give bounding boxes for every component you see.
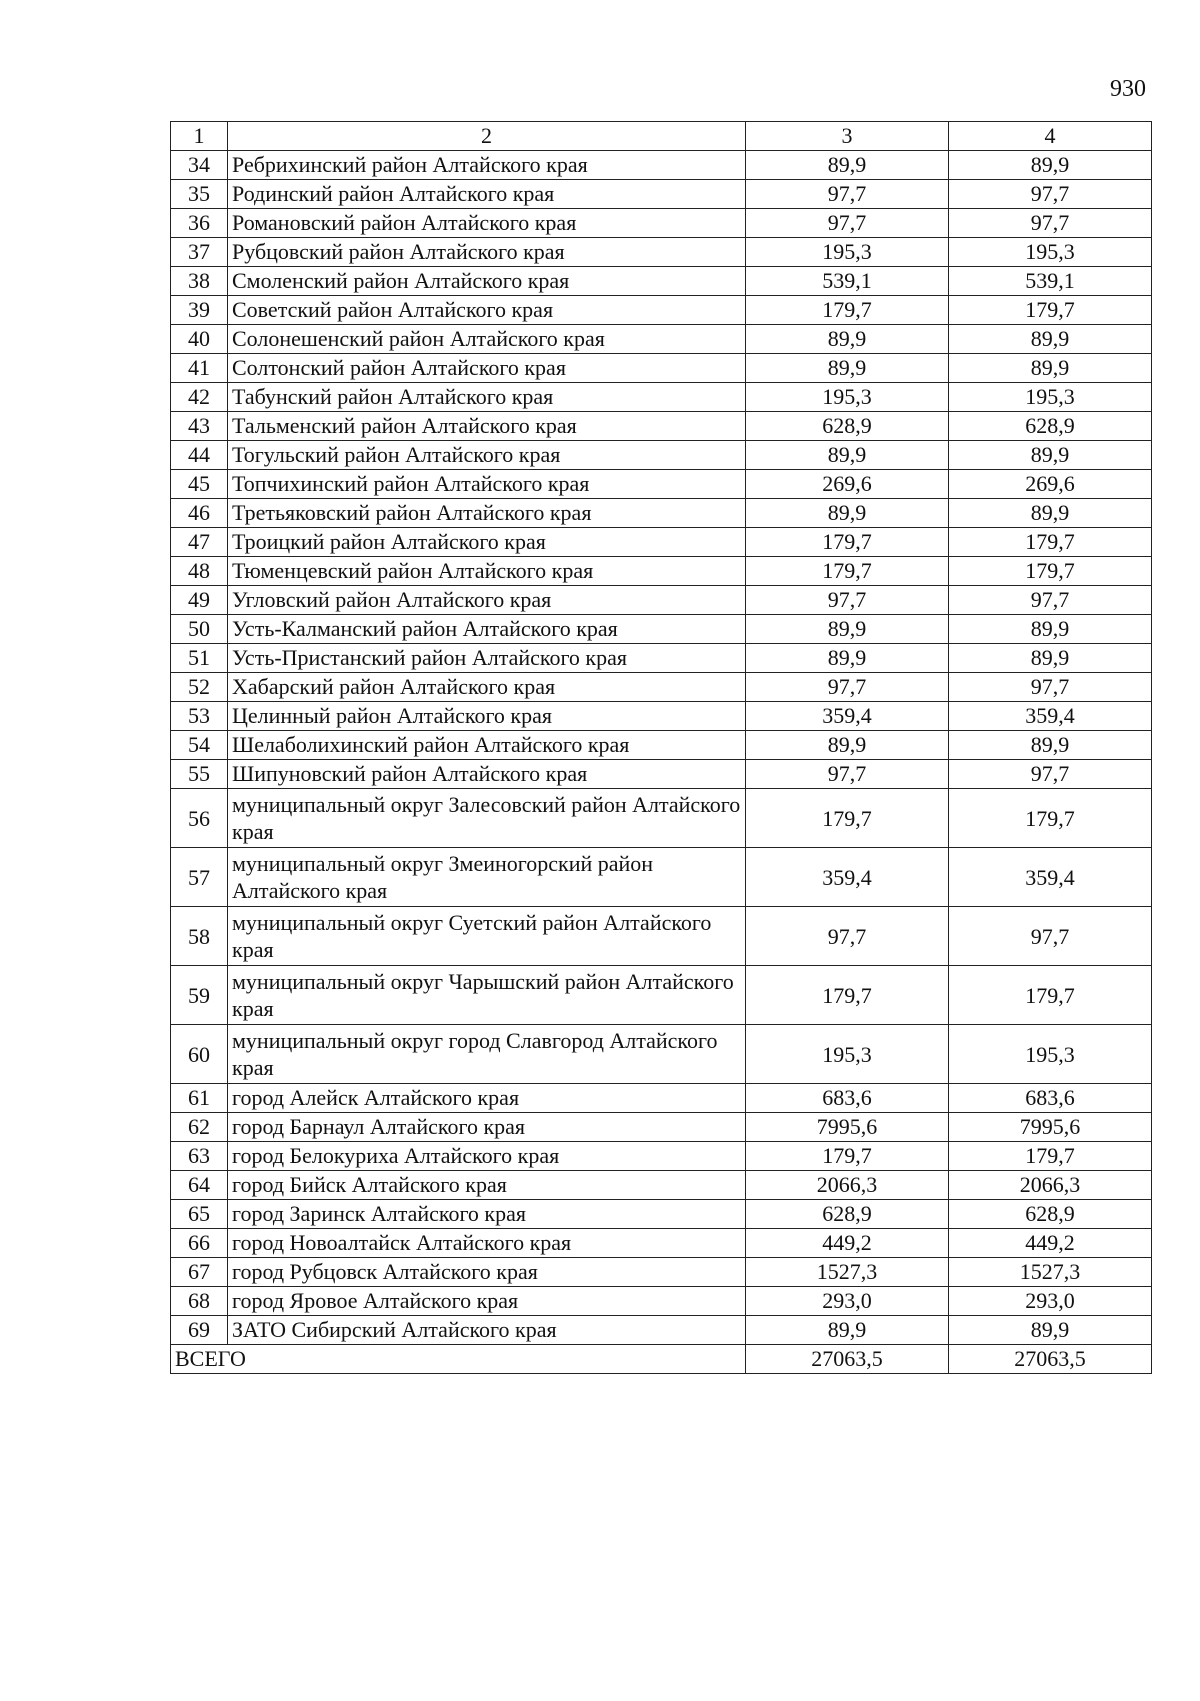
table-row: [171, 412, 1152, 441]
row-number-cell: 69: [171, 1316, 228, 1345]
value-col3-cell: 97,7: [746, 209, 949, 238]
municipality-name-cell: Тальменский район Алтайского края: [228, 412, 746, 441]
municipality-name-cell: Романовский район Алтайского края: [228, 209, 746, 238]
value-col4-cell: 89,9: [949, 441, 1152, 470]
table-row: [171, 848, 1152, 907]
total-col4-cell: 27063,5: [949, 1345, 1152, 1374]
row-number-cell: 53: [171, 702, 228, 731]
municipality-name-cell: муниципальный округ Суетский район Алтайского края: [228, 907, 746, 966]
municipality-name-cell: Троицкий район Алтайского края: [228, 528, 746, 557]
value-col3-cell: 628,9: [746, 1200, 949, 1229]
value-col3-cell: 89,9: [746, 151, 949, 180]
value-col4-cell: 179,7: [949, 789, 1152, 848]
municipality-name-cell: город Яровое Алтайского края: [228, 1287, 746, 1316]
table-row: [171, 325, 1152, 354]
header-cell-3: 3: [746, 122, 949, 151]
row-number-cell: 46: [171, 499, 228, 528]
value-col3-cell: 269,6: [746, 470, 949, 499]
table-row: [171, 966, 1152, 1025]
value-col3-cell: 97,7: [746, 673, 949, 702]
value-col4-cell: 179,7: [949, 296, 1152, 325]
value-col4-cell: 628,9: [949, 1200, 1152, 1229]
row-number-cell: 62: [171, 1113, 228, 1142]
table-body: [171, 122, 1152, 1374]
table-row: [171, 673, 1152, 702]
header-cell-1: 1: [171, 122, 228, 151]
table-row: [171, 354, 1152, 383]
row-number-cell: 44: [171, 441, 228, 470]
value-col4-cell: 539,1: [949, 267, 1152, 296]
row-number-cell: 55: [171, 760, 228, 789]
value-col4-cell: 359,4: [949, 848, 1152, 907]
row-number-cell: 52: [171, 673, 228, 702]
total-row: [171, 1345, 1152, 1374]
value-col4-cell: 269,6: [949, 470, 1152, 499]
row-number-cell: 56: [171, 789, 228, 848]
table-row: [171, 586, 1152, 615]
value-col4-cell: 179,7: [949, 528, 1152, 557]
header-cell-2: 2: [228, 122, 746, 151]
municipality-name-cell: город Заринск Алтайского края: [228, 1200, 746, 1229]
value-col4-cell: 683,6: [949, 1084, 1152, 1113]
total-col3-cell: 27063,5: [746, 1345, 949, 1374]
value-col3-cell: 539,1: [746, 267, 949, 296]
table-header-row: [171, 122, 1152, 151]
row-number-cell: 40: [171, 325, 228, 354]
table-row: [171, 702, 1152, 731]
table-row: [171, 209, 1152, 238]
municipality-name-cell: город Белокуриха Алтайского края: [228, 1142, 746, 1171]
municipality-name-cell: муниципальный округ Змеиногорский район Алтайского края: [228, 848, 746, 907]
table-row: [171, 180, 1152, 209]
table-row: [171, 151, 1152, 180]
table-row: [171, 907, 1152, 966]
municipality-name-cell: Хабарский район Алтайского края: [228, 673, 746, 702]
row-number-cell: 37: [171, 238, 228, 267]
table-row: [171, 615, 1152, 644]
value-col3-cell: 7995,6: [746, 1113, 949, 1142]
municipality-name-cell: Тогульский район Алтайского края: [228, 441, 746, 470]
municipality-name-cell: Шелаболихинский район Алтайского края: [228, 731, 746, 760]
municipality-name-cell: муниципальный округ Чарышский район Алтайского края: [228, 966, 746, 1025]
value-col3-cell: 97,7: [746, 907, 949, 966]
value-col4-cell: 89,9: [949, 644, 1152, 673]
municipality-name-cell: муниципальный округ город Славгород Алтайского края: [228, 1025, 746, 1084]
table-row: [171, 528, 1152, 557]
municipality-name-cell: Усть-Пристанский район Алтайского края: [228, 644, 746, 673]
row-number-cell: 35: [171, 180, 228, 209]
row-number-cell: 64: [171, 1171, 228, 1200]
table-row: [171, 470, 1152, 499]
municipality-name-cell: город Алейск Алтайского края: [228, 1084, 746, 1113]
value-col3-cell: 195,3: [746, 1025, 949, 1084]
value-col3-cell: 359,4: [746, 848, 949, 907]
value-col3-cell: 449,2: [746, 1229, 949, 1258]
table-row: [171, 441, 1152, 470]
value-col4-cell: 89,9: [949, 325, 1152, 354]
row-number-cell: 50: [171, 615, 228, 644]
value-col3-cell: 89,9: [746, 1316, 949, 1345]
row-number-cell: 63: [171, 1142, 228, 1171]
value-col3-cell: 179,7: [746, 528, 949, 557]
value-col4-cell: 628,9: [949, 412, 1152, 441]
table-row: [171, 1258, 1152, 1287]
table-row: [171, 644, 1152, 673]
row-number-cell: 43: [171, 412, 228, 441]
value-col4-cell: 7995,6: [949, 1113, 1152, 1142]
value-col4-cell: 89,9: [949, 499, 1152, 528]
value-col4-cell: 97,7: [949, 760, 1152, 789]
municipality-name-cell: Солтонский район Алтайского края: [228, 354, 746, 383]
row-number-cell: 47: [171, 528, 228, 557]
value-col3-cell: 179,7: [746, 966, 949, 1025]
table-row: [171, 731, 1152, 760]
table-row: [171, 557, 1152, 586]
row-number-cell: 68: [171, 1287, 228, 1316]
value-col4-cell: 195,3: [949, 383, 1152, 412]
value-col3-cell: 179,7: [746, 296, 949, 325]
row-number-cell: 45: [171, 470, 228, 499]
municipality-name-cell: город Барнаул Алтайского края: [228, 1113, 746, 1142]
table-row: [171, 1113, 1152, 1142]
table-row: [171, 267, 1152, 296]
value-col3-cell: 1527,3: [746, 1258, 949, 1287]
value-col4-cell: 1527,3: [949, 1258, 1152, 1287]
municipality-name-cell: город Бийск Алтайского края: [228, 1171, 746, 1200]
value-col3-cell: 89,9: [746, 731, 949, 760]
row-number-cell: 39: [171, 296, 228, 325]
value-col3-cell: 2066,3: [746, 1171, 949, 1200]
table-row: [171, 1316, 1152, 1345]
municipality-name-cell: Усть-Калманский район Алтайского края: [228, 615, 746, 644]
value-col3-cell: 683,6: [746, 1084, 949, 1113]
row-number-cell: 57: [171, 848, 228, 907]
value-col4-cell: 195,3: [949, 1025, 1152, 1084]
value-col3-cell: 97,7: [746, 180, 949, 209]
municipality-name-cell: Советский район Алтайского края: [228, 296, 746, 325]
value-col3-cell: 89,9: [746, 354, 949, 383]
row-number-cell: 36: [171, 209, 228, 238]
value-col3-cell: 89,9: [746, 644, 949, 673]
value-col3-cell: 97,7: [746, 586, 949, 615]
table-row: [171, 1171, 1152, 1200]
value-col4-cell: 179,7: [949, 966, 1152, 1025]
municipality-name-cell: муниципальный округ Залесовский район Алтайского края: [228, 789, 746, 848]
table-row: [171, 1287, 1152, 1316]
row-number-cell: 48: [171, 557, 228, 586]
municipality-name-cell: Рубцовский район Алтайского края: [228, 238, 746, 267]
row-number-cell: 34: [171, 151, 228, 180]
value-col3-cell: 179,7: [746, 1142, 949, 1171]
value-col3-cell: 89,9: [746, 615, 949, 644]
value-col4-cell: 97,7: [949, 673, 1152, 702]
row-number-cell: 66: [171, 1229, 228, 1258]
value-col3-cell: 179,7: [746, 557, 949, 586]
municipality-name-cell: Целинный район Алтайского края: [228, 702, 746, 731]
municipality-name-cell: Третьяковский район Алтайского края: [228, 499, 746, 528]
value-col3-cell: 628,9: [746, 412, 949, 441]
value-col4-cell: 293,0: [949, 1287, 1152, 1316]
value-col4-cell: 179,7: [949, 1142, 1152, 1171]
allocation-table: [170, 121, 1152, 1374]
value-col3-cell: 179,7: [746, 789, 949, 848]
municipality-name-cell: Топчихинский район Алтайского края: [228, 470, 746, 499]
table-row: [171, 238, 1152, 267]
row-number-cell: 60: [171, 1025, 228, 1084]
value-col4-cell: 179,7: [949, 557, 1152, 586]
value-col4-cell: 89,9: [949, 354, 1152, 383]
municipality-name-cell: Шипуновский район Алтайского края: [228, 760, 746, 789]
table-row: [171, 499, 1152, 528]
municipality-name-cell: город Рубцовск Алтайского края: [228, 1258, 746, 1287]
value-col4-cell: 97,7: [949, 907, 1152, 966]
page-number: 930: [1110, 76, 1146, 102]
value-col3-cell: 89,9: [746, 325, 949, 354]
municipality-name-cell: Угловский район Алтайского края: [228, 586, 746, 615]
table-row: [171, 1142, 1152, 1171]
value-col3-cell: 89,9: [746, 499, 949, 528]
value-col3-cell: 359,4: [746, 702, 949, 731]
total-label: ВСЕГО: [171, 1345, 746, 1374]
value-col4-cell: 89,9: [949, 731, 1152, 760]
row-number-cell: 42: [171, 383, 228, 412]
value-col3-cell: 97,7: [746, 760, 949, 789]
table-row: [171, 760, 1152, 789]
municipality-name-cell: город Новоалтайск Алтайского края: [228, 1229, 746, 1258]
value-col4-cell: 97,7: [949, 586, 1152, 615]
value-col3-cell: 195,3: [746, 238, 949, 267]
row-number-cell: 49: [171, 586, 228, 615]
table-row: [171, 296, 1152, 325]
municipality-name-cell: ЗАТО Сибирский Алтайского края: [228, 1316, 746, 1345]
row-number-cell: 51: [171, 644, 228, 673]
municipality-name-cell: Ребрихинский район Алтайского края: [228, 151, 746, 180]
municipality-name-cell: Солонешенский район Алтайского края: [228, 325, 746, 354]
table-row: [171, 1200, 1152, 1229]
table-row: [171, 1084, 1152, 1113]
row-number-cell: 41: [171, 354, 228, 383]
value-col3-cell: 89,9: [746, 441, 949, 470]
row-number-cell: 61: [171, 1084, 228, 1113]
value-col4-cell: 89,9: [949, 1316, 1152, 1345]
table-row: [171, 383, 1152, 412]
value-col4-cell: 97,7: [949, 180, 1152, 209]
row-number-cell: 38: [171, 267, 228, 296]
value-col4-cell: 89,9: [949, 615, 1152, 644]
value-col3-cell: 293,0: [746, 1287, 949, 1316]
row-number-cell: 67: [171, 1258, 228, 1287]
value-col4-cell: 359,4: [949, 702, 1152, 731]
value-col4-cell: 2066,3: [949, 1171, 1152, 1200]
header-cell-4: 4: [949, 122, 1152, 151]
value-col4-cell: 195,3: [949, 238, 1152, 267]
row-number-cell: 54: [171, 731, 228, 760]
value-col4-cell: 97,7: [949, 209, 1152, 238]
municipality-name-cell: Смоленский район Алтайского края: [228, 267, 746, 296]
row-number-cell: 65: [171, 1200, 228, 1229]
value-col4-cell: 89,9: [949, 151, 1152, 180]
municipality-name-cell: Родинский район Алтайского края: [228, 180, 746, 209]
table-row: [171, 1025, 1152, 1084]
value-col3-cell: 195,3: [746, 383, 949, 412]
row-number-cell: 59: [171, 966, 228, 1025]
municipality-name-cell: Табунский район Алтайского края: [228, 383, 746, 412]
municipality-name-cell: Тюменцевский район Алтайского края: [228, 557, 746, 586]
table-row: [171, 1229, 1152, 1258]
table-row: [171, 789, 1152, 848]
value-col4-cell: 449,2: [949, 1229, 1152, 1258]
row-number-cell: 58: [171, 907, 228, 966]
